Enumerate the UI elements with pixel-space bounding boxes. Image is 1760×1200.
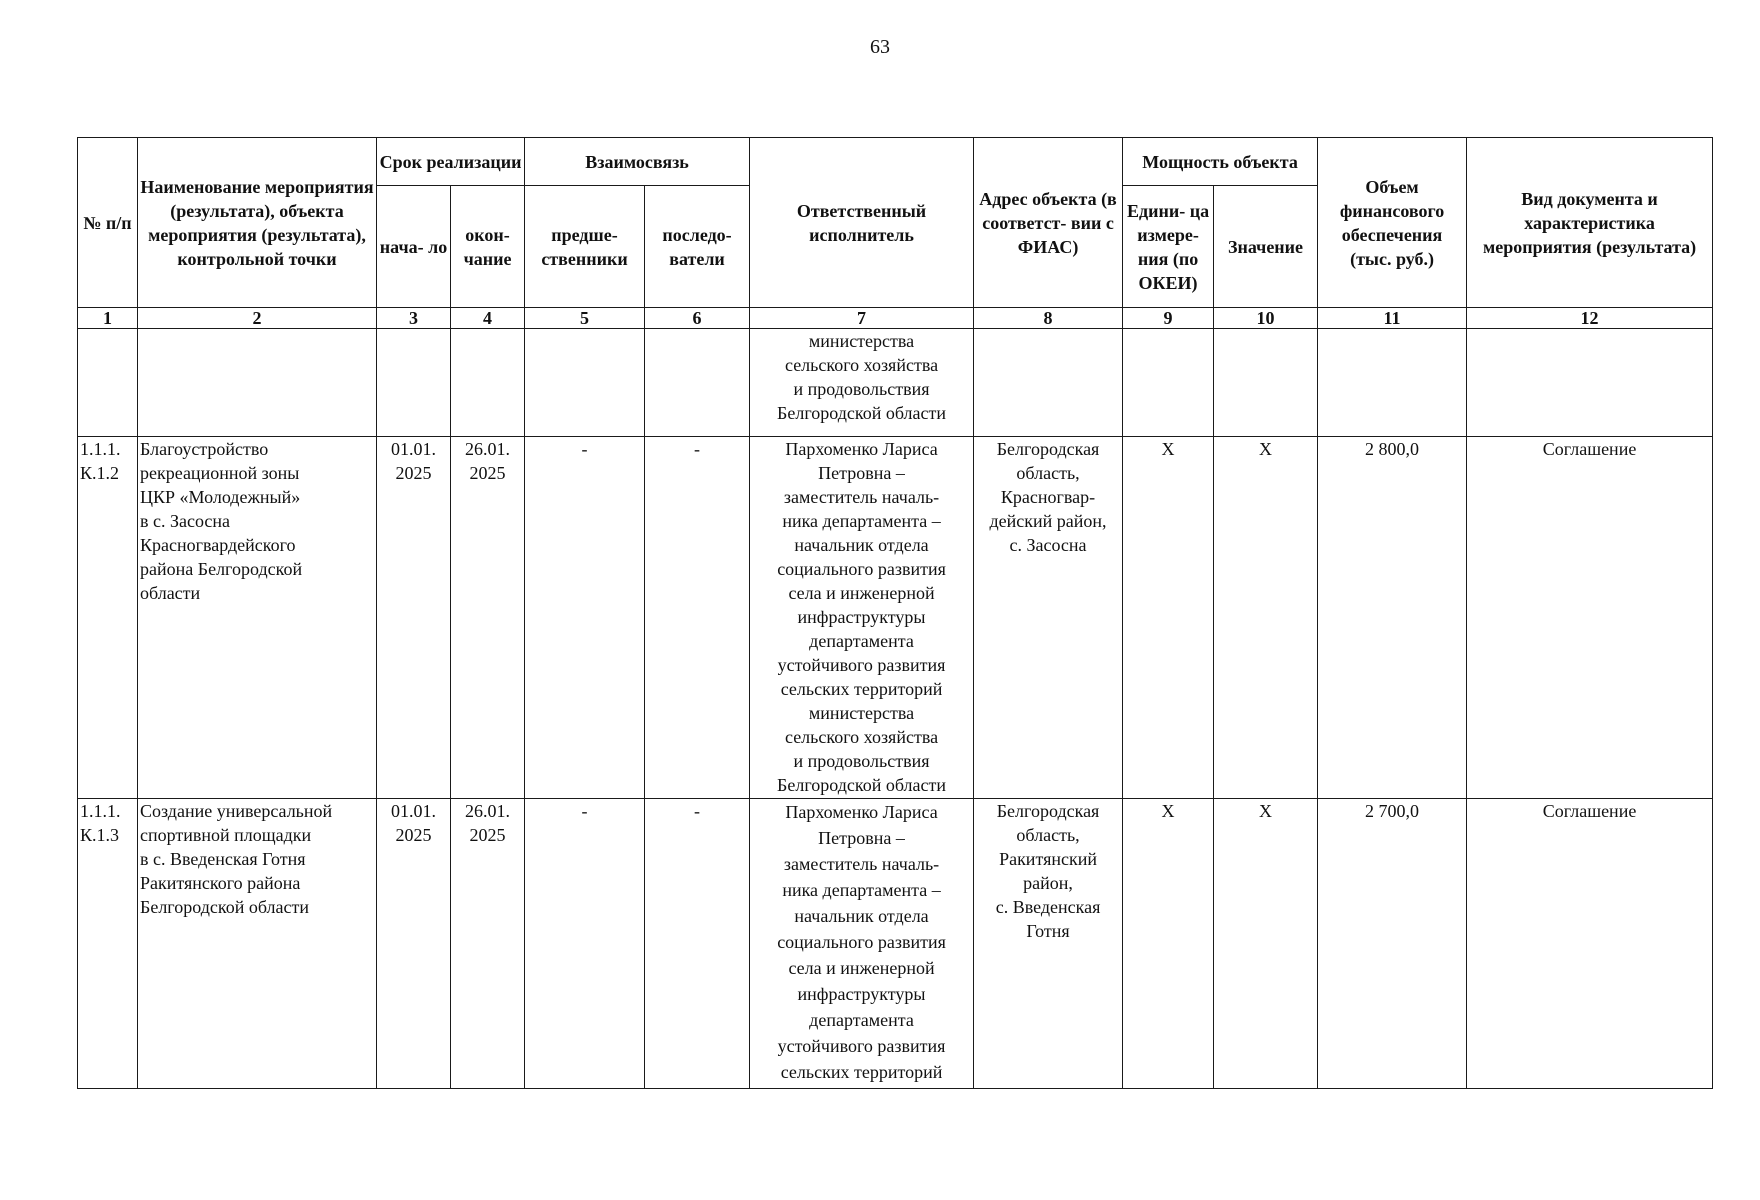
cell-succ: - <box>645 799 750 1089</box>
text-line: 2025 <box>469 825 506 845</box>
text-line: Белгородской области <box>777 403 947 423</box>
text-line: Красногвардейского <box>140 535 296 555</box>
header-link: Взаимосвязь <box>525 138 750 186</box>
cell-end <box>451 799 525 1089</box>
column-number: 12 <box>1467 308 1713 329</box>
header-power: Мощность объекта <box>1123 138 1318 186</box>
text-line: района Белгородской <box>140 559 303 579</box>
cell-value: Х <box>1214 437 1318 799</box>
text-line: и продовольствия <box>793 751 930 771</box>
text-line: 2025 <box>469 463 506 483</box>
text-line: Ракитянского района <box>140 873 301 893</box>
text-line: начальник отдела <box>794 906 929 926</box>
column-number: 2 <box>138 308 377 329</box>
text-line: Пархоменко Лариса <box>785 439 938 459</box>
text-line: 1.1.1. <box>80 801 121 821</box>
cell-financing: 2 800,0 <box>1318 437 1467 799</box>
cell-succ: - <box>645 437 750 799</box>
text-line: и продовольствия <box>793 379 930 399</box>
text-line: дейский район, <box>989 511 1107 531</box>
text-line: Петровна – <box>818 828 905 848</box>
column-number: 8 <box>974 308 1123 329</box>
header-term-end: окон- чание <box>451 186 525 308</box>
cell-address <box>974 437 1123 799</box>
table-row <box>78 799 1713 1089</box>
cell-responsible <box>750 329 974 437</box>
text-line: устойчивого развития <box>777 1036 946 1056</box>
column-number: 9 <box>1123 308 1214 329</box>
cell-unit: Х <box>1123 437 1214 799</box>
text-line: департамента <box>809 631 914 651</box>
header-power-unit: Едини- ца измере- ния (по ОКЕИ) <box>1123 186 1214 308</box>
text-line: социального развития <box>777 932 946 952</box>
cell-name <box>138 799 377 1089</box>
text-line: 26.01. <box>465 801 510 821</box>
cell-value <box>1214 329 1318 437</box>
cell-financing <box>1318 329 1467 437</box>
text-line: Ракитянский <box>999 849 1097 869</box>
text-line: ЦКР «Молодежный» <box>140 487 301 507</box>
text-line: 2025 <box>395 825 432 845</box>
text-line: Петровна – <box>818 463 905 483</box>
column-number: 6 <box>645 308 750 329</box>
cell-num <box>78 437 138 799</box>
text-line: министерства <box>808 331 915 351</box>
text-line: сельского хозяйства <box>784 727 939 747</box>
header-document: Вид документа и характеристика мероприятия (результата) <box>1467 138 1713 308</box>
text-line: сельских территорий <box>780 679 943 699</box>
header-num: № п/п <box>78 138 138 308</box>
cell-responsible <box>750 799 974 1089</box>
text-line: Благоустройство <box>140 439 269 459</box>
header-link-pred: предше- ственники <box>525 186 645 308</box>
text-line: инфраструктуры <box>797 984 926 1004</box>
text-line: с. Введенская <box>995 897 1101 917</box>
cell-value: Х <box>1214 799 1318 1089</box>
text-line: Пархоменко Лариса <box>785 802 938 822</box>
cell-responsible <box>750 437 974 799</box>
column-number: 11 <box>1318 308 1467 329</box>
text-line: ника департамента – <box>782 511 941 531</box>
text-line: села и инженерной <box>788 583 935 603</box>
text-line: 26.01. <box>465 439 510 459</box>
text-line: в с. Введенская Готня <box>140 849 306 869</box>
text-line: К.1.3 <box>80 825 120 845</box>
text-line: Готня <box>1026 921 1070 941</box>
header-term: Срок реализации <box>377 138 525 186</box>
table-row <box>78 329 1713 437</box>
text-line: Белгородская <box>996 439 1100 459</box>
text-line: села и инженерной <box>788 958 935 978</box>
text-line: устойчивого развития <box>777 655 946 675</box>
cell-name <box>138 437 377 799</box>
text-line: сельского хозяйства <box>784 355 939 375</box>
cell-unit: Х <box>1123 799 1214 1089</box>
column-number: 3 <box>377 308 451 329</box>
cell-address <box>974 329 1123 437</box>
text-line: рекреационной зоны <box>140 463 300 483</box>
cell-address <box>974 799 1123 1089</box>
column-number: 1 <box>78 308 138 329</box>
cell-start <box>377 437 451 799</box>
header-address: Адрес объекта (в соответст- вии с ФИАС) <box>974 138 1123 308</box>
header-name: Наименование мероприятия (результата), объекта мероприятия (результата), контрольной точки <box>138 138 377 308</box>
text-line: 01.01. <box>391 801 436 821</box>
text-line: Красногвар- <box>1000 487 1096 507</box>
text-line: спортивной площадки <box>140 825 312 845</box>
cell-start <box>377 799 451 1089</box>
cell-name <box>138 329 377 437</box>
text-line: заместитель началь- <box>783 854 940 874</box>
cell-pred: - <box>525 799 645 1089</box>
text-line: министерства <box>808 703 915 723</box>
text-line: начальник отдела <box>794 535 929 555</box>
text-line: Белгородской области <box>140 897 310 917</box>
column-number: 4 <box>451 308 525 329</box>
cell-unit <box>1123 329 1214 437</box>
column-number: 10 <box>1214 308 1318 329</box>
text-line: социального развития <box>777 559 946 579</box>
activities-table <box>77 137 1713 1089</box>
text-line: Белгородская <box>996 801 1100 821</box>
header-responsible: Ответственный исполнитель <box>750 138 974 308</box>
cell-pred: - <box>525 437 645 799</box>
text-line: сельских территорий <box>780 1062 943 1082</box>
text-line: 2025 <box>395 463 432 483</box>
cell-start <box>377 329 451 437</box>
cell-end <box>451 329 525 437</box>
header-term-start: нача- ло <box>377 186 451 308</box>
text-line: Создание универсальной <box>140 801 333 821</box>
text-line: К.1.2 <box>80 463 120 483</box>
text-line: область, <box>1016 825 1080 845</box>
cell-succ <box>645 329 750 437</box>
cell-document: Соглашение <box>1467 799 1713 1089</box>
text-line: ника департамента – <box>782 880 941 900</box>
text-line: департамента <box>809 1010 914 1030</box>
table-row <box>78 437 1713 799</box>
cell-document: Соглашение <box>1467 437 1713 799</box>
header-financing: Объем финансового обеспечения (тыс. руб.) <box>1318 138 1467 308</box>
text-line: 1.1.1. <box>80 439 121 459</box>
text-line: район, <box>1023 873 1073 893</box>
page-number: 63 <box>870 36 890 58</box>
cell-num <box>78 799 138 1089</box>
text-line: с. Засосна <box>1009 535 1087 555</box>
text-line: области <box>140 583 201 603</box>
cell-pred <box>525 329 645 437</box>
cell-end <box>451 437 525 799</box>
cell-document <box>1467 329 1713 437</box>
column-number: 7 <box>750 308 974 329</box>
header-link-succ: последо- ватели <box>645 186 750 308</box>
header-power-value: Значение <box>1214 186 1318 308</box>
text-line: область, <box>1016 463 1080 483</box>
text-line: заместитель началь- <box>783 487 940 507</box>
text-line: инфраструктуры <box>797 607 926 627</box>
text-line: в с. Засосна <box>140 511 231 531</box>
column-number: 5 <box>525 308 645 329</box>
cell-num <box>78 329 138 437</box>
text-line: 01.01. <box>391 439 436 459</box>
text-line: Белгородской области <box>777 775 947 795</box>
cell-financing: 2 700,0 <box>1318 799 1467 1089</box>
